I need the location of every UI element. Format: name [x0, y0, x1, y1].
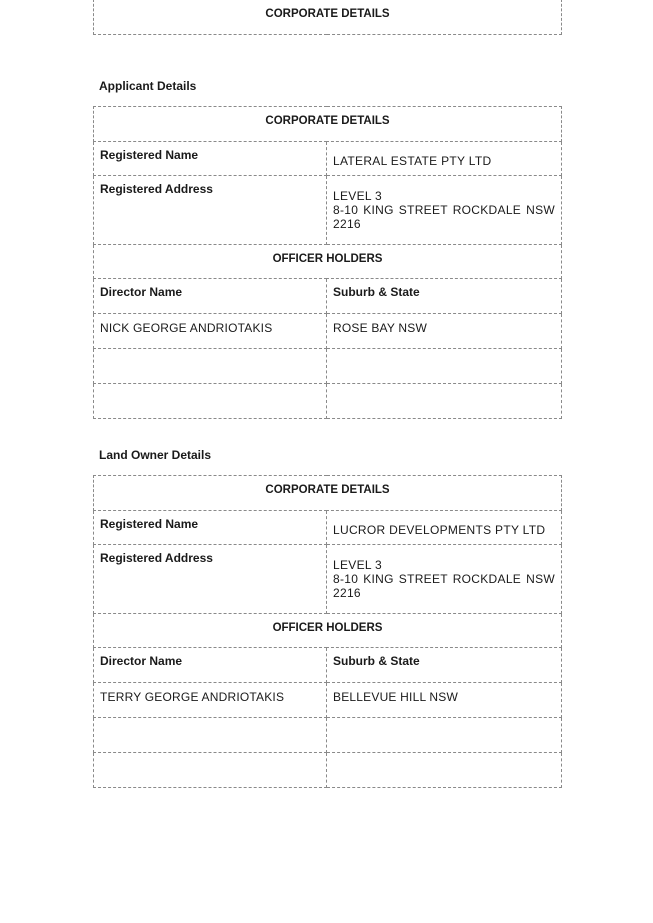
- empty-cell: [327, 384, 562, 419]
- applicant-table: [93, 106, 562, 419]
- empty-cell: [327, 753, 562, 788]
- land-owner-suburb-state-label: Suburb & State: [327, 648, 562, 683]
- table-row: [94, 314, 562, 349]
- land-owner-address-line3: 2216: [333, 586, 361, 600]
- applicant-officer-header: OFFICER HOLDERS: [94, 245, 562, 279]
- applicant-address-line1: LEVEL 3: [333, 189, 383, 203]
- applicant-registered-address-value: [327, 176, 562, 245]
- applicant-section-title: Applicant Details: [99, 79, 197, 93]
- empty-cell: [94, 718, 327, 753]
- applicant-suburb-state-label: Suburb & State: [327, 279, 562, 314]
- land-owner-registered-name-value: LUCROR DEVELOPMENTS PTY LTD: [327, 511, 562, 545]
- top-corporate-table: [93, 0, 562, 35]
- land-owner-address-line1: LEVEL 3: [333, 558, 383, 572]
- table-row: [94, 683, 562, 718]
- land-owner-officer-header: OFFICER HOLDERS: [94, 614, 562, 648]
- applicant-director-name-label: Director Name: [94, 279, 327, 314]
- applicant-corporate-header: CORPORATE DETAILS: [94, 107, 562, 142]
- applicant-registered-address-label: Registered Address: [94, 176, 327, 245]
- table-row-empty: [94, 384, 562, 419]
- land-owner-section-title: Land Owner Details: [99, 448, 212, 462]
- land-owner-corporate-header: CORPORATE DETAILS: [94, 476, 562, 511]
- table-row-empty: [94, 718, 562, 753]
- applicant-officer-suburb: ROSE BAY NSW: [327, 314, 562, 349]
- applicant-registered-name-value: LATERAL ESTATE PTY LTD: [327, 142, 562, 176]
- empty-cell: [94, 349, 327, 384]
- applicant-registered-name-label: Registered Name: [94, 142, 327, 176]
- land-owner-director-name-label: Director Name: [94, 648, 327, 683]
- top-corporate-header: CORPORATE DETAILS: [94, 0, 562, 35]
- empty-cell: [327, 349, 562, 384]
- table-row-empty: [94, 349, 562, 384]
- empty-cell: [94, 753, 327, 788]
- applicant-address-line2: 8-10 KING STREET ROCKDALE NSW: [333, 203, 556, 217]
- land-owner-registered-name-label: Registered Name: [94, 511, 327, 545]
- empty-cell: [327, 718, 562, 753]
- land-owner-officer-suburb: BELLEVUE HILL NSW: [327, 683, 562, 718]
- land-owner-officer-name: TERRY GEORGE ANDRIOTAKIS: [94, 683, 327, 718]
- applicant-address-line3: 2216: [333, 217, 361, 231]
- empty-cell: [94, 384, 327, 419]
- land-owner-table: [93, 475, 562, 788]
- table-row-empty: [94, 753, 562, 788]
- land-owner-registered-address-value: [327, 545, 562, 614]
- applicant-officer-name: NICK GEORGE ANDRIOTAKIS: [94, 314, 327, 349]
- land-owner-registered-address-label: Registered Address: [94, 545, 327, 614]
- land-owner-address-line2: 8-10 KING STREET ROCKDALE NSW: [333, 572, 556, 586]
